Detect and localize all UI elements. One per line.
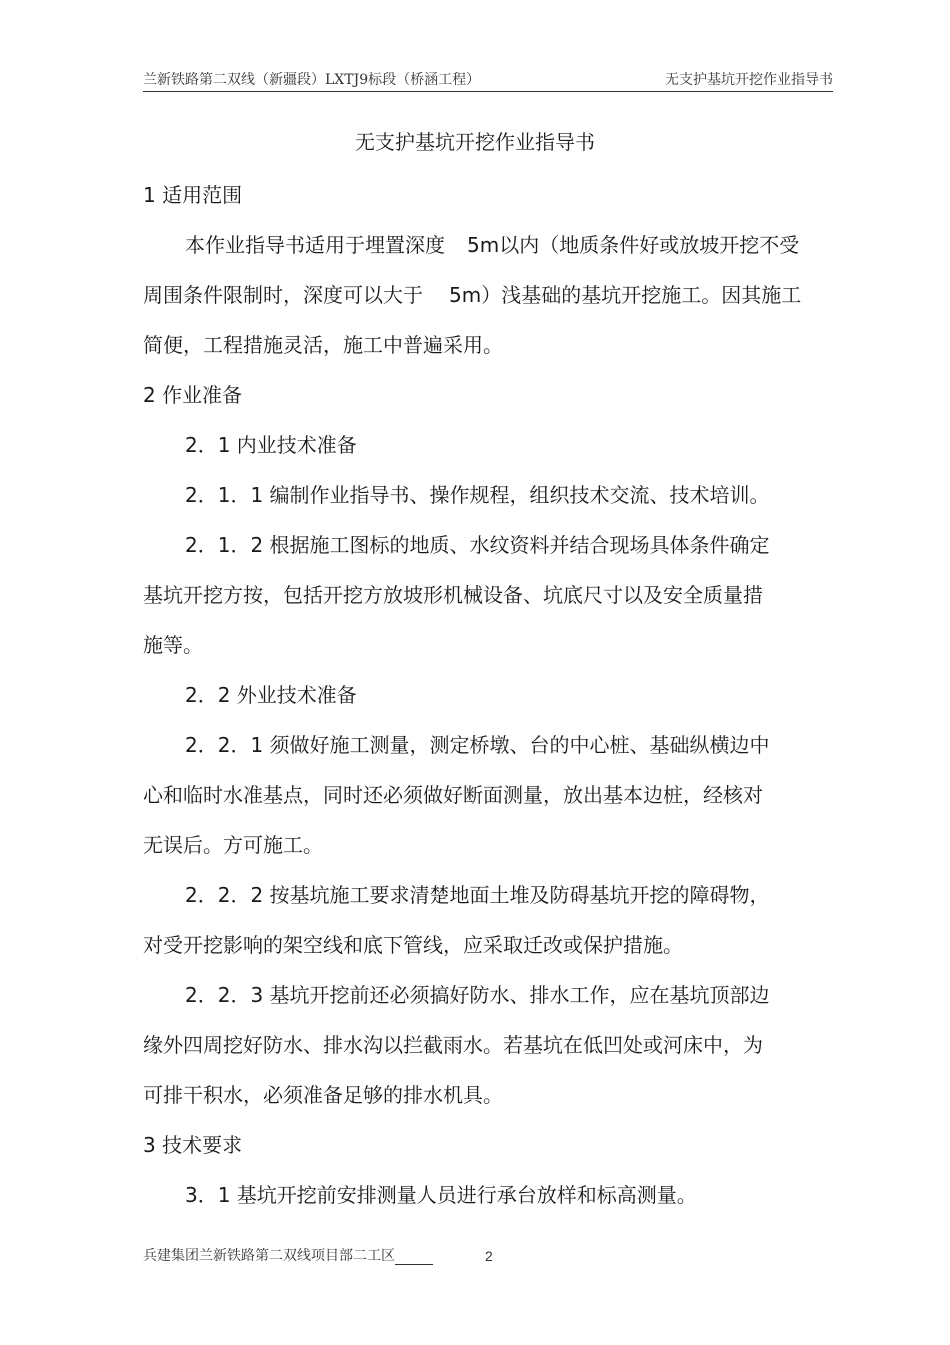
page-number: 2 xyxy=(485,1248,493,1264)
running-footer xyxy=(143,1247,433,1265)
section-2-heading: 2 作业准备 xyxy=(143,383,243,407)
paragraph-1-line-1-a: 本作业指导书适用于埋置深度 xyxy=(185,233,445,257)
paragraph-2-1-2-line-2: 基坑开挖方按，包括开挖方放坡形机械设备、坑底尺寸以及安全质量措 xyxy=(143,583,763,607)
paragraph-1-line-3: 简便，工程措施灵活，施工中普遍采用。 xyxy=(143,333,503,357)
paragraph-2-1-1: 2．1．1 编制作业指导书、操作规程，组织技术交流、技术培训。 xyxy=(185,483,770,507)
paragraph-2-2-3-line-1: 2．2．3 基坑开挖前还必须搞好防水、排水工作，应在基坑顶部边 xyxy=(185,983,770,1007)
paragraph-1-line-2-a: 周围条件限制时，深度可以大于 xyxy=(143,283,423,307)
header-project-name: 兰新铁路第二双线（新疆段）LXTJ9标段（桥涵工程） xyxy=(143,72,481,88)
paragraph-2-2-1-line-1: 2．2．1 须做好施工测量，测定桥墩、台的中心桩、基础纵横边中 xyxy=(185,733,770,757)
section-1-heading: 1 适用范围 xyxy=(143,183,243,207)
paragraph-1-line-1-b: 5m以内（地质条件好或放坡开挖不受 xyxy=(467,233,800,257)
paragraph-2-2-2-line-1: 2．2．2 按基坑施工要求清楚地面土堆及防碍基坑开挖的障碍物， xyxy=(185,883,770,907)
running-header xyxy=(143,71,833,92)
paragraph-1-line-2 xyxy=(143,276,833,326)
paragraph-2-2-2-line-2: 对受开挖影响的架空线和底下管线，应采取迁改或保护措施。 xyxy=(143,933,683,957)
footer-organization: 兵建集团兰新铁路第二双线项目部二工区 xyxy=(143,1248,395,1264)
footer-underline xyxy=(395,1251,433,1265)
section-2-1-heading: 2．1 内业技术准备 xyxy=(185,433,357,457)
paragraph-2-2-3-line-3: 可排干积水，必须准备足够的排水机具。 xyxy=(143,1083,503,1107)
section-3-heading: 3 技术要求 xyxy=(143,1133,243,1157)
document-title: 无支护基坑开挖作业指导书 xyxy=(355,130,595,154)
paragraph-2-2-1-line-3: 无误后。方可施工。 xyxy=(143,833,323,857)
paragraph-2-1-2-line-1: 2．1．2 根据施工图标的地质、水纹资料并结合现场具体条件确定 xyxy=(185,533,770,557)
header-document-name: 无支护基坑开挖作业指导书 xyxy=(665,72,833,88)
section-2-2-heading: 2．2 外业技术准备 xyxy=(185,683,357,707)
paragraph-3-1: 3．1 基坑开挖前安排测量人员进行承台放样和标高测量。 xyxy=(185,1183,697,1207)
document-body xyxy=(143,176,833,1226)
paragraph-1-line-2-b: 5m）浅基础的基坑开挖施工。因其施工 xyxy=(449,283,802,307)
paragraph-2-1-2-line-3: 施等。 xyxy=(143,633,203,657)
paragraph-2-2-3-line-2: 缘外四周挖好防水、排水沟以拦截雨水。若基坑在低凹处或河床中，为 xyxy=(143,1033,763,1057)
paragraph-1-line-1 xyxy=(143,226,833,276)
paragraph-2-2-1-line-2: 心和临时水准基点，同时还必须做好断面测量，放出基本边桩，经核对 xyxy=(143,783,763,807)
